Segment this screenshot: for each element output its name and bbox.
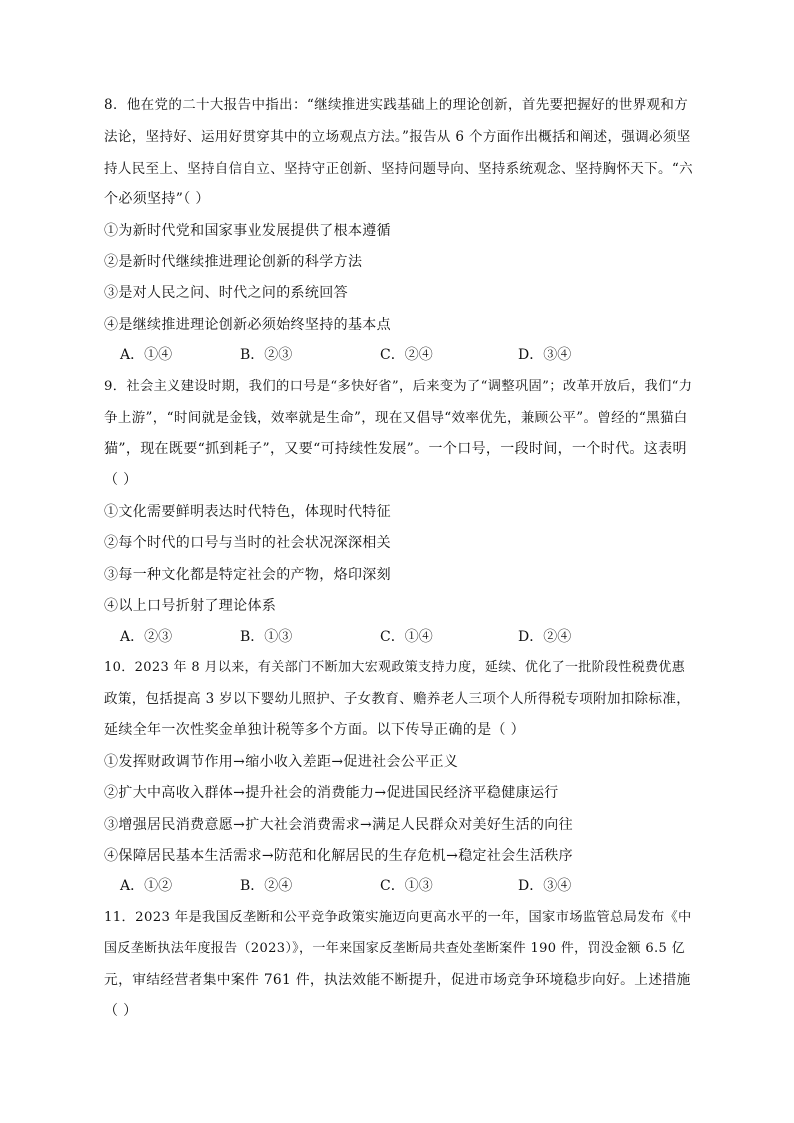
option-b[interactable]: B．①③ — [240, 629, 293, 645]
question-stem-line: 11．2023 年是我国反垄断和公平竞争政策实施迈向更高水平的一年，国家市场监管总局发布《中 — [104, 910, 692, 925]
statement-3: ③增强居民消费意愿→扩大社会消费需求→满足人民群众对美好生活的向往 — [104, 817, 574, 833]
statement-2: ②每个时代的口号与当时的社会状况深深相关 — [104, 535, 391, 551]
answer-options — [120, 345, 680, 365]
question-stem-line: 争上游”，“时间就是金钱，效率就是生命”，现在又倡导“效率优先，兼顾公平”。曾经的“黑猫白 — [104, 410, 688, 426]
option-c[interactable]: C．①④ — [380, 629, 433, 645]
question-stem-line: 延续全年一次性奖金单独计税等多个方面。以下传导正确的是（ ） — [104, 722, 525, 738]
statement-1: ①为新时代党和国家事业发展提供了根本遵循 — [104, 223, 391, 239]
option-c[interactable]: C．②④ — [380, 347, 433, 363]
option-b[interactable]: B．②④ — [240, 878, 293, 894]
question-stem-line: 8．他在党的二十大报告中指出：“继续推进实践基础上的理论创新，首先要把握好的世界观和方 — [104, 97, 689, 113]
statement-3: ③是对人民之问、时代之问的系统回答 — [104, 285, 348, 301]
question-stem-line: 猫”，现在既要“抓到耗子”，又要“可持续性发展”。一个口号，一段时间，一个时代。这表明 — [104, 441, 687, 457]
question-stem-line: 10．2023 年 8 月以来，有关部门不断加大宏观政策支持力度，延续、优化了一批阶段性税费优惠 — [104, 660, 686, 675]
statement-2: ②是新时代继续推进理论创新的科学方法 — [104, 254, 363, 270]
option-a[interactable]: A．②③ — [120, 629, 173, 645]
statement-1: ①发挥财政调节作用→缩小收入差距→促进社会公平正义 — [104, 754, 459, 770]
question-stem-line: 法论，坚持好、运用好贯穿其中的立场观点方法。”报告从 6 个方面作出概括和阐述，强调必须坚 — [104, 129, 691, 145]
option-a[interactable]: A．①④ — [120, 347, 173, 363]
statement-3: ③每一种文化都是特定社会的产物，烙印深刻 — [104, 567, 391, 583]
question-stem-line: （ ） — [104, 472, 138, 488]
statement-1: ①文化需要鲜明表达时代特色，体现时代特征 — [104, 504, 391, 520]
statement-4: ④是继续推进理论创新必须始终坚持的基本点 — [104, 317, 391, 333]
question-stem-line: 国反垄断执法年度报告（2023）》，一年来国家反垄断局共查处垄断案件 190 件，罚没金额 6.5 亿 — [104, 941, 685, 956]
question-stem-line: 政策，包括提高 3 岁以下婴幼儿照护、子女教育、赡养老人三项个人所得税专项附加扣除标准， — [104, 691, 691, 707]
statement-4: ④保障居民基本生活需求→防范和化解居民的生存危机→稳定社会生活秩序 — [104, 848, 574, 864]
option-d[interactable]: D．③④ — [518, 347, 572, 363]
question-stem-line: 持人民至上、坚持自信自立、坚持守正创新、坚持问题导向、坚持系统观念、坚持胸怀天下。“六 — [104, 161, 693, 177]
question-stem-line: 个必须坚持”（ ） — [104, 191, 210, 207]
option-c[interactable]: C．①③ — [380, 878, 433, 894]
answer-options — [120, 627, 680, 647]
answer-options — [120, 876, 680, 896]
statement-4: ④以上口号折射了理论体系 — [104, 598, 277, 614]
statement-2: ②扩大中高收入群体→提升社会的消费能力→促进国民经济平稳健康运行 — [104, 785, 559, 801]
option-d[interactable]: D．②④ — [518, 629, 572, 645]
question-stem-line: 9．社会主义建设时期，我们的口号是“多快好省”，后来变为了“调整巩固”；改革开放后，我们“力 — [104, 379, 693, 394]
question-stem-line: 元，审结经营者集中案件 761 件，执法效能不断提升，促进市场竞争环境稳步向好。上述措施 — [104, 972, 691, 988]
option-b[interactable]: B．②③ — [240, 347, 293, 363]
option-a[interactable]: A．①② — [120, 878, 173, 894]
question-stem-line: （ ） — [104, 1003, 138, 1019]
option-d[interactable]: D．③④ — [518, 878, 572, 894]
